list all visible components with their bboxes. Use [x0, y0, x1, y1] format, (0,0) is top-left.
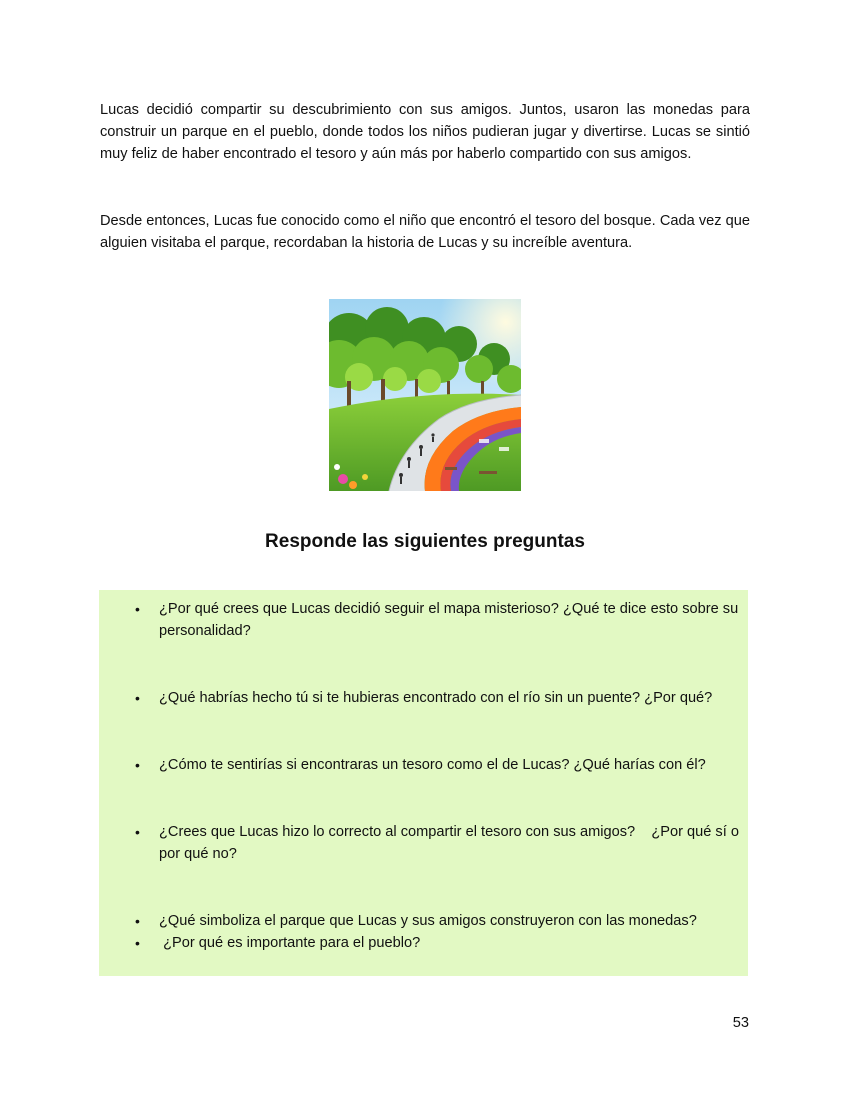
question-text: ¿Por qué es importante para el pueblo? — [159, 935, 421, 951]
bullet-icon: • — [135, 935, 140, 951]
question-text: ¿Cómo te sentirías si encontraras un tesoro como el de Lucas? ¿Qué harías con él? — [159, 757, 706, 773]
question-item — [135, 821, 744, 865]
story-paragraph-2: Desde entonces, Lucas fue conocido como el niño que encontró el tesoro del bosque. Cada vez que alguien visitaba el parque, recordaban la historia de Lucas y su increíble aventura. — [100, 213, 750, 251]
bullet-icon: • — [135, 913, 140, 929]
park-illustration — [329, 299, 521, 491]
bullet-icon: • — [135, 824, 140, 840]
questions-box — [99, 590, 748, 976]
section-title: Responde las siguientes preguntas — [265, 531, 585, 552]
question-text: ¿Crees que Lucas hizo lo correcto al compartir el tesoro con sus amigos? ¿Por qué sí o por qué no? — [159, 824, 744, 862]
question-text: ¿Qué simboliza el parque que Lucas y sus amigos construyeron con las monedas? — [159, 913, 697, 929]
question-item — [135, 754, 739, 776]
page-number: 53 — [732, 1015, 749, 1031]
question-item — [135, 598, 739, 642]
bullet-icon: • — [135, 601, 140, 617]
story-paragraph-1: Lucas decidió compartir su descubrimiento con sus amigos. Juntos, usaron las monedas para construir un parque en el pueblo, donde todos los niños pudieran jugar y divertirse. Lucas se sintió muy feliz de haber encontrado el tesoro y aún más por haberlo compartido con sus amigos. — [100, 102, 750, 162]
question-item — [135, 687, 739, 709]
bullet-icon: • — [135, 757, 140, 773]
question-item — [135, 932, 739, 954]
bullet-icon: • — [135, 690, 140, 706]
question-item — [135, 910, 739, 932]
question-text: ¿Por qué crees que Lucas decidió seguir el mapa misterioso? ¿Qué te dice esto sobre su personalidad? — [159, 601, 739, 639]
question-text: ¿Qué habrías hecho tú si te hubieras encontrado con el río sin un puente? ¿Por qué? — [159, 690, 713, 706]
